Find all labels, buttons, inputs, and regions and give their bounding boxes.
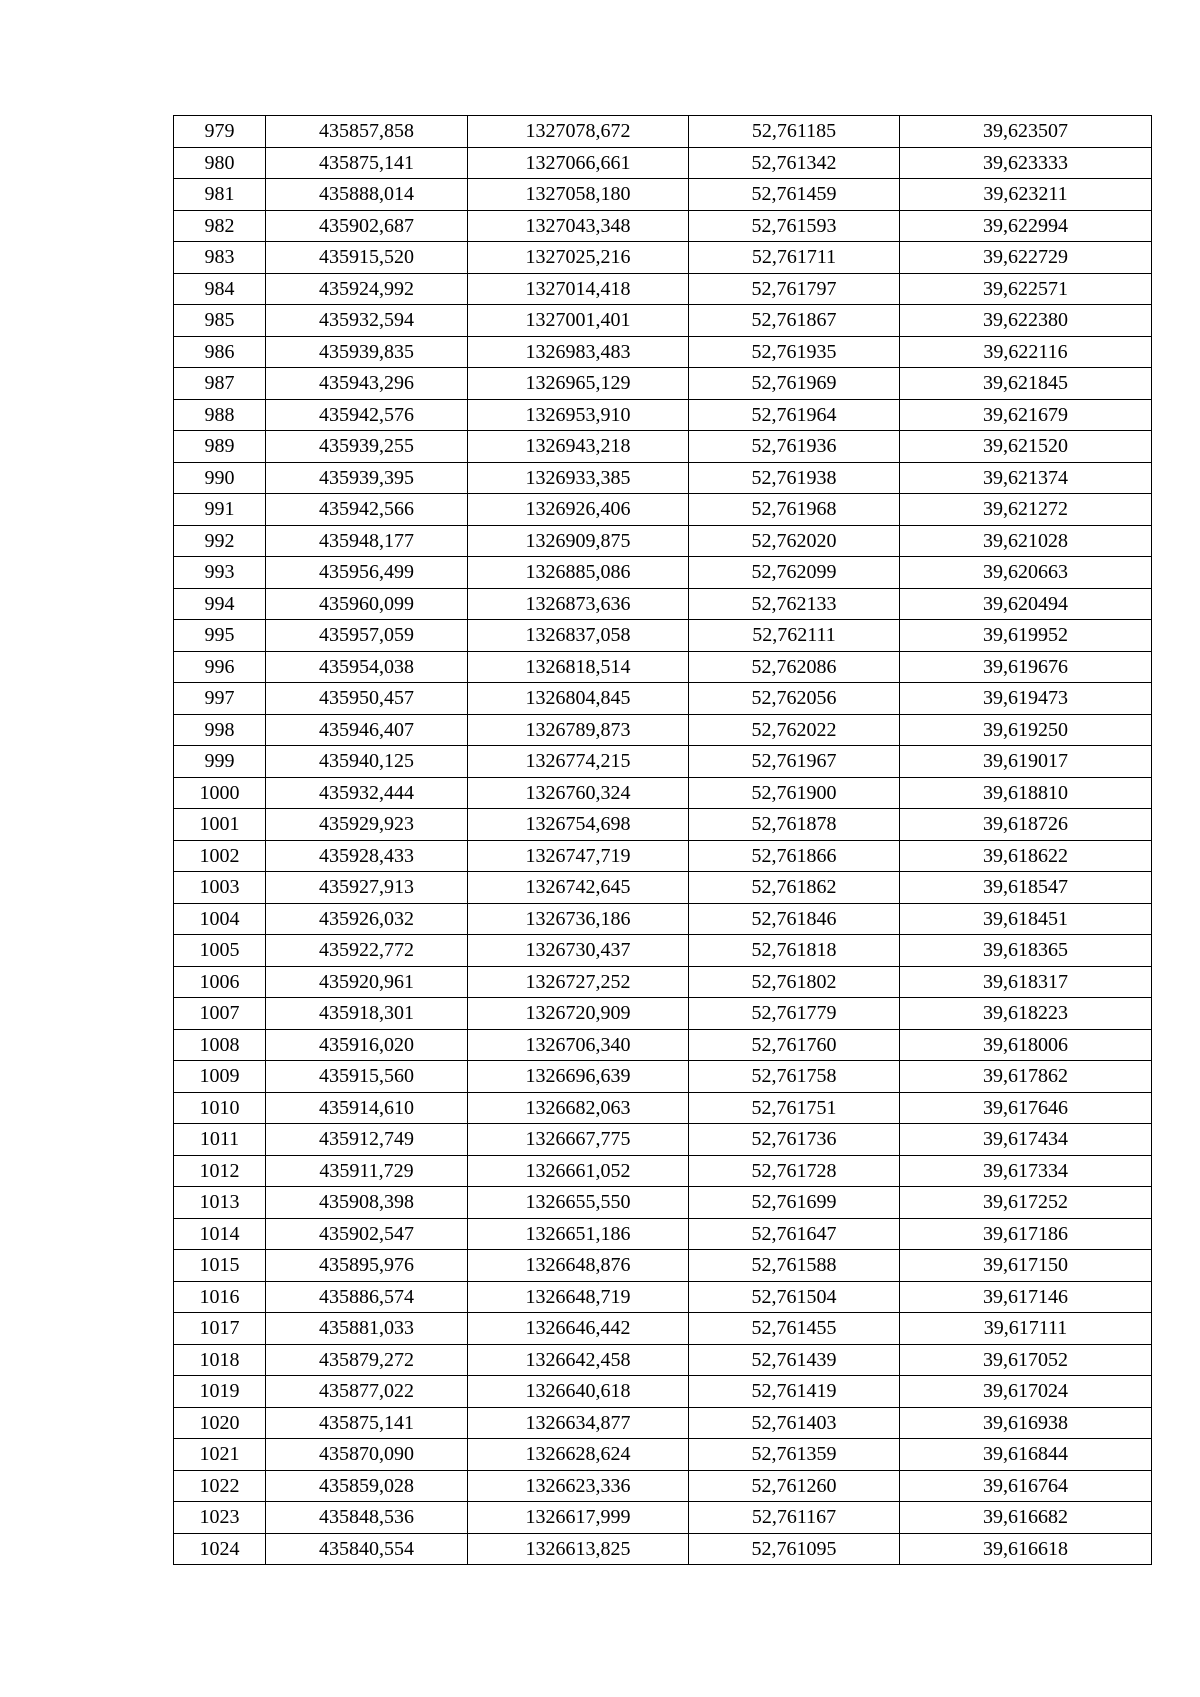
table-row bbox=[174, 588, 1152, 620]
latitude-cell: 52,761900 bbox=[689, 777, 900, 809]
longitude-cell: 39,616938 bbox=[900, 1407, 1152, 1439]
point-number-cell: 993 bbox=[174, 557, 266, 589]
y-coordinate-cell: 1327066,661 bbox=[468, 147, 689, 179]
table-row bbox=[174, 1029, 1152, 1061]
table-row bbox=[174, 903, 1152, 935]
longitude-cell: 39,619250 bbox=[900, 714, 1152, 746]
table-row bbox=[174, 777, 1152, 809]
longitude-cell: 39,618451 bbox=[900, 903, 1152, 935]
x-coordinate-cell: 435922,772 bbox=[266, 935, 468, 967]
latitude-cell: 52,761968 bbox=[689, 494, 900, 526]
point-number-cell: 996 bbox=[174, 651, 266, 683]
latitude-cell: 52,761818 bbox=[689, 935, 900, 967]
y-coordinate-cell: 1327001,401 bbox=[468, 305, 689, 337]
y-coordinate-cell: 1326736,186 bbox=[468, 903, 689, 935]
longitude-cell: 39,621374 bbox=[900, 462, 1152, 494]
latitude-cell: 52,761439 bbox=[689, 1344, 900, 1376]
x-coordinate-cell: 435895,976 bbox=[266, 1250, 468, 1282]
x-coordinate-cell: 435939,835 bbox=[266, 336, 468, 368]
x-coordinate-cell: 435879,272 bbox=[266, 1344, 468, 1376]
table-row bbox=[174, 525, 1152, 557]
table-row bbox=[174, 1344, 1152, 1376]
y-coordinate-cell: 1326617,999 bbox=[468, 1502, 689, 1534]
longitude-cell: 39,617052 bbox=[900, 1344, 1152, 1376]
latitude-cell: 52,762111 bbox=[689, 620, 900, 652]
latitude-cell: 52,761938 bbox=[689, 462, 900, 494]
table-row bbox=[174, 872, 1152, 904]
x-coordinate-cell: 435902,687 bbox=[266, 210, 468, 242]
y-coordinate-cell: 1326648,876 bbox=[468, 1250, 689, 1282]
point-number-cell: 1008 bbox=[174, 1029, 266, 1061]
x-coordinate-cell: 435942,576 bbox=[266, 399, 468, 431]
longitude-cell: 39,619017 bbox=[900, 746, 1152, 778]
point-number-cell: 1010 bbox=[174, 1092, 266, 1124]
y-coordinate-cell: 1326943,218 bbox=[468, 431, 689, 463]
point-number-cell: 997 bbox=[174, 683, 266, 715]
longitude-cell: 39,622729 bbox=[900, 242, 1152, 274]
table-row bbox=[174, 1376, 1152, 1408]
longitude-cell: 39,623333 bbox=[900, 147, 1152, 179]
x-coordinate-cell: 435932,444 bbox=[266, 777, 468, 809]
latitude-cell: 52,761419 bbox=[689, 1376, 900, 1408]
longitude-cell: 39,623507 bbox=[900, 116, 1152, 148]
latitude-cell: 52,761867 bbox=[689, 305, 900, 337]
point-number-cell: 1007 bbox=[174, 998, 266, 1030]
table-row bbox=[174, 1533, 1152, 1565]
point-number-cell: 983 bbox=[174, 242, 266, 274]
longitude-cell: 39,621272 bbox=[900, 494, 1152, 526]
y-coordinate-cell: 1327058,180 bbox=[468, 179, 689, 211]
latitude-cell: 52,761403 bbox=[689, 1407, 900, 1439]
y-coordinate-cell: 1326760,324 bbox=[468, 777, 689, 809]
longitude-cell: 39,622571 bbox=[900, 273, 1152, 305]
point-number-cell: 1002 bbox=[174, 840, 266, 872]
table-row bbox=[174, 242, 1152, 274]
x-coordinate-cell: 435948,177 bbox=[266, 525, 468, 557]
latitude-cell: 52,761342 bbox=[689, 147, 900, 179]
table-row bbox=[174, 1470, 1152, 1502]
latitude-cell: 52,762020 bbox=[689, 525, 900, 557]
point-number-cell: 1022 bbox=[174, 1470, 266, 1502]
table-row bbox=[174, 1281, 1152, 1313]
longitude-cell: 39,616844 bbox=[900, 1439, 1152, 1471]
y-coordinate-cell: 1327078,672 bbox=[468, 116, 689, 148]
point-number-cell: 1001 bbox=[174, 809, 266, 841]
x-coordinate-cell: 435939,255 bbox=[266, 431, 468, 463]
x-coordinate-cell: 435943,296 bbox=[266, 368, 468, 400]
x-coordinate-cell: 435954,038 bbox=[266, 651, 468, 683]
x-coordinate-cell: 435908,398 bbox=[266, 1187, 468, 1219]
x-coordinate-cell: 435911,729 bbox=[266, 1155, 468, 1187]
latitude-cell: 52,761593 bbox=[689, 210, 900, 242]
point-number-cell: 1005 bbox=[174, 935, 266, 967]
y-coordinate-cell: 1326774,215 bbox=[468, 746, 689, 778]
point-number-cell: 1023 bbox=[174, 1502, 266, 1534]
point-number-cell: 1017 bbox=[174, 1313, 266, 1345]
table-row bbox=[174, 1218, 1152, 1250]
latitude-cell: 52,761969 bbox=[689, 368, 900, 400]
table-row bbox=[174, 840, 1152, 872]
table-row bbox=[174, 368, 1152, 400]
table-row bbox=[174, 809, 1152, 841]
point-number-cell: 1021 bbox=[174, 1439, 266, 1471]
latitude-cell: 52,761846 bbox=[689, 903, 900, 935]
longitude-cell: 39,617646 bbox=[900, 1092, 1152, 1124]
y-coordinate-cell: 1326909,875 bbox=[468, 525, 689, 557]
x-coordinate-cell: 435932,594 bbox=[266, 305, 468, 337]
y-coordinate-cell: 1326953,910 bbox=[468, 399, 689, 431]
y-coordinate-cell: 1326628,624 bbox=[468, 1439, 689, 1471]
x-coordinate-cell: 435950,457 bbox=[266, 683, 468, 715]
table-row bbox=[174, 494, 1152, 526]
x-coordinate-cell: 435929,923 bbox=[266, 809, 468, 841]
y-coordinate-cell: 1326646,442 bbox=[468, 1313, 689, 1345]
y-coordinate-cell: 1326754,698 bbox=[468, 809, 689, 841]
table-row bbox=[174, 1092, 1152, 1124]
x-coordinate-cell: 435946,407 bbox=[266, 714, 468, 746]
longitude-cell: 39,621028 bbox=[900, 525, 1152, 557]
point-number-cell: 991 bbox=[174, 494, 266, 526]
point-number-cell: 1024 bbox=[174, 1533, 266, 1565]
table-row bbox=[174, 210, 1152, 242]
y-coordinate-cell: 1327025,216 bbox=[468, 242, 689, 274]
y-coordinate-cell: 1326613,825 bbox=[468, 1533, 689, 1565]
x-coordinate-cell: 435928,433 bbox=[266, 840, 468, 872]
x-coordinate-cell: 435916,020 bbox=[266, 1029, 468, 1061]
longitude-cell: 39,618547 bbox=[900, 872, 1152, 904]
x-coordinate-cell: 435870,090 bbox=[266, 1439, 468, 1471]
point-number-cell: 1015 bbox=[174, 1250, 266, 1282]
longitude-cell: 39,621845 bbox=[900, 368, 1152, 400]
latitude-cell: 52,761751 bbox=[689, 1092, 900, 1124]
latitude-cell: 52,761779 bbox=[689, 998, 900, 1030]
x-coordinate-cell: 435942,566 bbox=[266, 494, 468, 526]
table-row bbox=[174, 1439, 1152, 1471]
longitude-cell: 39,618317 bbox=[900, 966, 1152, 998]
coordinate-table bbox=[173, 115, 1152, 1565]
point-number-cell: 979 bbox=[174, 116, 266, 148]
longitude-cell: 39,622994 bbox=[900, 210, 1152, 242]
point-number-cell: 980 bbox=[174, 147, 266, 179]
y-coordinate-cell: 1326648,719 bbox=[468, 1281, 689, 1313]
table-row bbox=[174, 1313, 1152, 1345]
point-number-cell: 1016 bbox=[174, 1281, 266, 1313]
y-coordinate-cell: 1326720,909 bbox=[468, 998, 689, 1030]
latitude-cell: 52,761588 bbox=[689, 1250, 900, 1282]
table-row bbox=[174, 651, 1152, 683]
point-number-cell: 1003 bbox=[174, 872, 266, 904]
y-coordinate-cell: 1326885,086 bbox=[468, 557, 689, 589]
x-coordinate-cell: 435920,961 bbox=[266, 966, 468, 998]
latitude-cell: 52,761185 bbox=[689, 116, 900, 148]
longitude-cell: 39,619952 bbox=[900, 620, 1152, 652]
y-coordinate-cell: 1326634,877 bbox=[468, 1407, 689, 1439]
x-coordinate-cell: 435875,141 bbox=[266, 1407, 468, 1439]
point-number-cell: 1012 bbox=[174, 1155, 266, 1187]
latitude-cell: 52,761504 bbox=[689, 1281, 900, 1313]
latitude-cell: 52,761935 bbox=[689, 336, 900, 368]
x-coordinate-cell: 435881,033 bbox=[266, 1313, 468, 1345]
point-number-cell: 987 bbox=[174, 368, 266, 400]
y-coordinate-cell: 1326655,550 bbox=[468, 1187, 689, 1219]
latitude-cell: 52,761647 bbox=[689, 1218, 900, 1250]
point-number-cell: 981 bbox=[174, 179, 266, 211]
y-coordinate-cell: 1326965,129 bbox=[468, 368, 689, 400]
y-coordinate-cell: 1326837,058 bbox=[468, 620, 689, 652]
latitude-cell: 52,761095 bbox=[689, 1533, 900, 1565]
point-number-cell: 995 bbox=[174, 620, 266, 652]
latitude-cell: 52,761455 bbox=[689, 1313, 900, 1345]
point-number-cell: 1004 bbox=[174, 903, 266, 935]
x-coordinate-cell: 435912,749 bbox=[266, 1124, 468, 1156]
latitude-cell: 52,762056 bbox=[689, 683, 900, 715]
table-row bbox=[174, 1187, 1152, 1219]
point-number-cell: 988 bbox=[174, 399, 266, 431]
latitude-cell: 52,761797 bbox=[689, 273, 900, 305]
x-coordinate-cell: 435939,395 bbox=[266, 462, 468, 494]
table-row bbox=[174, 462, 1152, 494]
latitude-cell: 52,762133 bbox=[689, 588, 900, 620]
latitude-cell: 52,761699 bbox=[689, 1187, 900, 1219]
y-coordinate-cell: 1326640,618 bbox=[468, 1376, 689, 1408]
latitude-cell: 52,761728 bbox=[689, 1155, 900, 1187]
table-row bbox=[174, 147, 1152, 179]
x-coordinate-cell: 435940,125 bbox=[266, 746, 468, 778]
longitude-cell: 39,617146 bbox=[900, 1281, 1152, 1313]
y-coordinate-cell: 1326933,385 bbox=[468, 462, 689, 494]
longitude-cell: 39,618223 bbox=[900, 998, 1152, 1030]
longitude-cell: 39,622116 bbox=[900, 336, 1152, 368]
point-number-cell: 1013 bbox=[174, 1187, 266, 1219]
table-row bbox=[174, 431, 1152, 463]
latitude-cell: 52,761967 bbox=[689, 746, 900, 778]
coordinate-table-body bbox=[174, 116, 1152, 1565]
table-row bbox=[174, 399, 1152, 431]
table-row bbox=[174, 998, 1152, 1030]
y-coordinate-cell: 1326651,186 bbox=[468, 1218, 689, 1250]
table-row bbox=[174, 1407, 1152, 1439]
x-coordinate-cell: 435918,301 bbox=[266, 998, 468, 1030]
longitude-cell: 39,618726 bbox=[900, 809, 1152, 841]
x-coordinate-cell: 435924,992 bbox=[266, 273, 468, 305]
x-coordinate-cell: 435840,554 bbox=[266, 1533, 468, 1565]
longitude-cell: 39,616618 bbox=[900, 1533, 1152, 1565]
point-number-cell: 999 bbox=[174, 746, 266, 778]
point-number-cell: 1014 bbox=[174, 1218, 266, 1250]
table-row bbox=[174, 1124, 1152, 1156]
longitude-cell: 39,618365 bbox=[900, 935, 1152, 967]
latitude-cell: 52,761866 bbox=[689, 840, 900, 872]
latitude-cell: 52,761711 bbox=[689, 242, 900, 274]
y-coordinate-cell: 1326983,483 bbox=[468, 336, 689, 368]
latitude-cell: 52,761964 bbox=[689, 399, 900, 431]
point-number-cell: 1009 bbox=[174, 1061, 266, 1093]
x-coordinate-cell: 435902,547 bbox=[266, 1218, 468, 1250]
longitude-cell: 39,618622 bbox=[900, 840, 1152, 872]
longitude-cell: 39,620494 bbox=[900, 588, 1152, 620]
y-coordinate-cell: 1326696,639 bbox=[468, 1061, 689, 1093]
latitude-cell: 52,761459 bbox=[689, 179, 900, 211]
point-number-cell: 1020 bbox=[174, 1407, 266, 1439]
longitude-cell: 39,617150 bbox=[900, 1250, 1152, 1282]
table-row bbox=[174, 305, 1152, 337]
x-coordinate-cell: 435848,536 bbox=[266, 1502, 468, 1534]
latitude-cell: 52,761167 bbox=[689, 1502, 900, 1534]
longitude-cell: 39,623211 bbox=[900, 179, 1152, 211]
point-number-cell: 985 bbox=[174, 305, 266, 337]
y-coordinate-cell: 1326727,252 bbox=[468, 966, 689, 998]
point-number-cell: 986 bbox=[174, 336, 266, 368]
latitude-cell: 52,761758 bbox=[689, 1061, 900, 1093]
x-coordinate-cell: 435857,858 bbox=[266, 116, 468, 148]
latitude-cell: 52,761878 bbox=[689, 809, 900, 841]
latitude-cell: 52,761802 bbox=[689, 966, 900, 998]
y-coordinate-cell: 1326747,719 bbox=[468, 840, 689, 872]
y-coordinate-cell: 1326873,636 bbox=[468, 588, 689, 620]
y-coordinate-cell: 1326642,458 bbox=[468, 1344, 689, 1376]
table-row bbox=[174, 1502, 1152, 1534]
latitude-cell: 52,761936 bbox=[689, 431, 900, 463]
latitude-cell: 52,762086 bbox=[689, 651, 900, 683]
point-number-cell: 989 bbox=[174, 431, 266, 463]
latitude-cell: 52,761862 bbox=[689, 872, 900, 904]
table-row bbox=[174, 1250, 1152, 1282]
longitude-cell: 39,617252 bbox=[900, 1187, 1152, 1219]
table-row bbox=[174, 1155, 1152, 1187]
longitude-cell: 39,616764 bbox=[900, 1470, 1152, 1502]
longitude-cell: 39,618810 bbox=[900, 777, 1152, 809]
table-row bbox=[174, 620, 1152, 652]
point-number-cell: 1018 bbox=[174, 1344, 266, 1376]
x-coordinate-cell: 435915,560 bbox=[266, 1061, 468, 1093]
point-number-cell: 998 bbox=[174, 714, 266, 746]
table-row bbox=[174, 966, 1152, 998]
y-coordinate-cell: 1326926,406 bbox=[468, 494, 689, 526]
longitude-cell: 39,622380 bbox=[900, 305, 1152, 337]
x-coordinate-cell: 435960,099 bbox=[266, 588, 468, 620]
x-coordinate-cell: 435927,913 bbox=[266, 872, 468, 904]
y-coordinate-cell: 1326789,873 bbox=[468, 714, 689, 746]
table-row bbox=[174, 1061, 1152, 1093]
x-coordinate-cell: 435859,028 bbox=[266, 1470, 468, 1502]
latitude-cell: 52,762022 bbox=[689, 714, 900, 746]
x-coordinate-cell: 435888,014 bbox=[266, 179, 468, 211]
x-coordinate-cell: 435915,520 bbox=[266, 242, 468, 274]
x-coordinate-cell: 435877,022 bbox=[266, 1376, 468, 1408]
table-row bbox=[174, 683, 1152, 715]
longitude-cell: 39,621679 bbox=[900, 399, 1152, 431]
latitude-cell: 52,762099 bbox=[689, 557, 900, 589]
latitude-cell: 52,761760 bbox=[689, 1029, 900, 1061]
y-coordinate-cell: 1326742,645 bbox=[468, 872, 689, 904]
longitude-cell: 39,621520 bbox=[900, 431, 1152, 463]
point-number-cell: 994 bbox=[174, 588, 266, 620]
point-number-cell: 990 bbox=[174, 462, 266, 494]
longitude-cell: 39,619473 bbox=[900, 683, 1152, 715]
longitude-cell: 39,618006 bbox=[900, 1029, 1152, 1061]
longitude-cell: 39,617186 bbox=[900, 1218, 1152, 1250]
longitude-cell: 39,617334 bbox=[900, 1155, 1152, 1187]
y-coordinate-cell: 1326623,336 bbox=[468, 1470, 689, 1502]
longitude-cell: 39,617111 bbox=[900, 1313, 1152, 1345]
longitude-cell: 39,616682 bbox=[900, 1502, 1152, 1534]
y-coordinate-cell: 1326682,063 bbox=[468, 1092, 689, 1124]
latitude-cell: 52,761359 bbox=[689, 1439, 900, 1471]
y-coordinate-cell: 1326818,514 bbox=[468, 651, 689, 683]
y-coordinate-cell: 1327014,418 bbox=[468, 273, 689, 305]
table-row bbox=[174, 557, 1152, 589]
longitude-cell: 39,617862 bbox=[900, 1061, 1152, 1093]
latitude-cell: 52,761260 bbox=[689, 1470, 900, 1502]
table-row bbox=[174, 273, 1152, 305]
x-coordinate-cell: 435957,059 bbox=[266, 620, 468, 652]
table-row bbox=[174, 116, 1152, 148]
table-row bbox=[174, 746, 1152, 778]
x-coordinate-cell: 435875,141 bbox=[266, 147, 468, 179]
table-row bbox=[174, 336, 1152, 368]
point-number-cell: 1019 bbox=[174, 1376, 266, 1408]
point-number-cell: 992 bbox=[174, 525, 266, 557]
longitude-cell: 39,617434 bbox=[900, 1124, 1152, 1156]
y-coordinate-cell: 1326661,052 bbox=[468, 1155, 689, 1187]
point-number-cell: 982 bbox=[174, 210, 266, 242]
table-row bbox=[174, 179, 1152, 211]
y-coordinate-cell: 1326804,845 bbox=[468, 683, 689, 715]
longitude-cell: 39,620663 bbox=[900, 557, 1152, 589]
y-coordinate-cell: 1327043,348 bbox=[468, 210, 689, 242]
point-number-cell: 1011 bbox=[174, 1124, 266, 1156]
x-coordinate-cell: 435914,610 bbox=[266, 1092, 468, 1124]
y-coordinate-cell: 1326667,775 bbox=[468, 1124, 689, 1156]
longitude-cell: 39,619676 bbox=[900, 651, 1152, 683]
point-number-cell: 984 bbox=[174, 273, 266, 305]
table-row bbox=[174, 935, 1152, 967]
y-coordinate-cell: 1326730,437 bbox=[468, 935, 689, 967]
table-row bbox=[174, 714, 1152, 746]
point-number-cell: 1000 bbox=[174, 777, 266, 809]
longitude-cell: 39,617024 bbox=[900, 1376, 1152, 1408]
x-coordinate-cell: 435886,574 bbox=[266, 1281, 468, 1313]
latitude-cell: 52,761736 bbox=[689, 1124, 900, 1156]
x-coordinate-cell: 435926,032 bbox=[266, 903, 468, 935]
x-coordinate-cell: 435956,499 bbox=[266, 557, 468, 589]
y-coordinate-cell: 1326706,340 bbox=[468, 1029, 689, 1061]
point-number-cell: 1006 bbox=[174, 966, 266, 998]
